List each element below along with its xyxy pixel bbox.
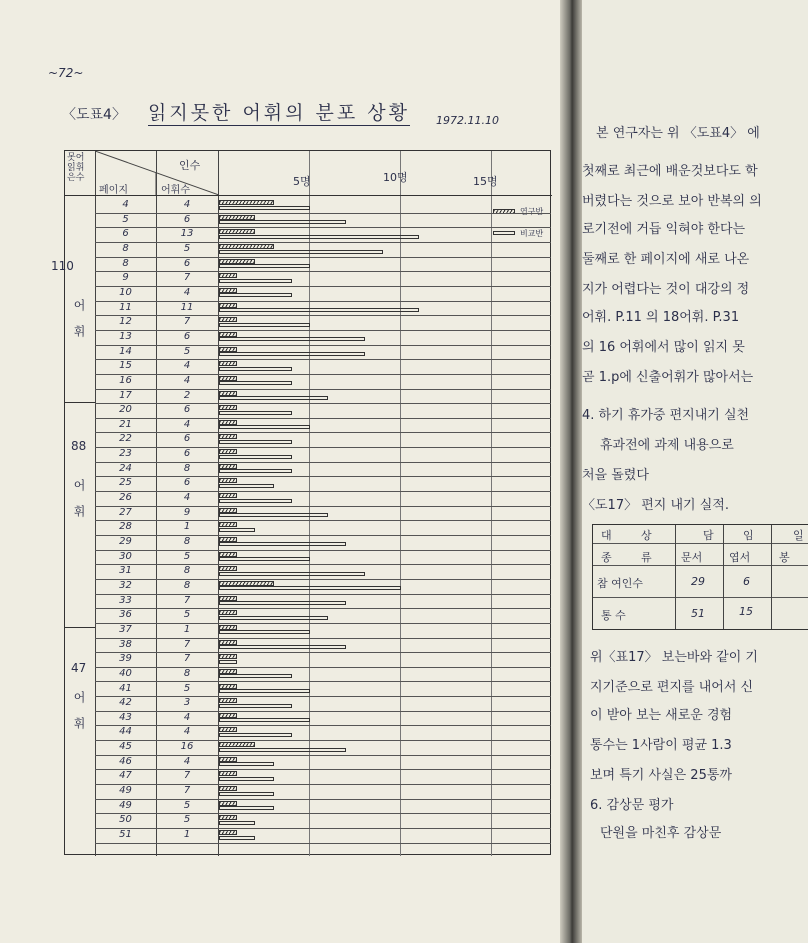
bar-research: [219, 742, 255, 747]
text-line: 위〈표17〉 보는바와 같이 기: [590, 650, 758, 665]
bar-research: [219, 698, 237, 703]
text-line: 본 연구자는 위 〈도표4〉 에: [596, 126, 760, 141]
bar-comparison: [219, 762, 274, 766]
page-cell: 33: [119, 594, 132, 606]
page-cell: 27: [119, 506, 132, 518]
bar-comparison: [219, 513, 328, 517]
th-day: 일: [793, 529, 804, 542]
bar-comparison: [219, 557, 310, 561]
page-cell: 49: [119, 799, 132, 811]
header-unread-count: 못어읽휘은수: [67, 153, 85, 183]
word-count-cell: 4: [183, 711, 191, 723]
word-count-cell: 6: [183, 257, 191, 269]
bar-research: [219, 537, 237, 542]
bar-research: [219, 625, 237, 630]
page-cell: 15: [119, 360, 132, 372]
word-count-cell: 4: [183, 418, 191, 430]
bar-comparison: [219, 674, 292, 678]
bar-research: [219, 596, 237, 601]
text-line: 4. 하기 휴가중 편지내기 실천: [582, 408, 750, 423]
bar-research: [219, 229, 255, 234]
text-line: 곧 1.p에 신출어휘가 많아서는: [582, 370, 754, 385]
bar-research: [219, 713, 237, 718]
group3-count: 47: [71, 661, 87, 675]
text-line: 어휘. P.11 의 18어휘. P.31: [582, 310, 740, 325]
th-target-b: 상: [641, 529, 652, 542]
letter-table: [592, 524, 808, 630]
word-count-cell: 8: [183, 462, 191, 474]
bar-research: [219, 244, 274, 249]
group2-count: 88: [71, 439, 87, 453]
bar-research: [219, 420, 237, 425]
bar-comparison: [219, 748, 346, 752]
bar-comparison: [219, 235, 419, 239]
bar-comparison: [219, 455, 292, 459]
bar-research: [219, 684, 237, 689]
bar-research: [219, 830, 237, 835]
bar-research: [219, 347, 237, 352]
bar-research: [219, 478, 237, 483]
bar-comparison: [219, 660, 237, 664]
bar-comparison: [219, 337, 365, 341]
table-label: 〈도표4〉: [62, 107, 126, 123]
word-count-cell: 5: [183, 609, 191, 621]
word-count-cell: 7: [183, 785, 191, 796]
page-cell: 49: [119, 785, 132, 796]
bar-comparison: [219, 792, 274, 796]
row-line: [593, 565, 808, 566]
page-cell: 6: [122, 228, 129, 240]
bar-research: [219, 405, 237, 410]
word-count-cell: 6: [183, 433, 191, 445]
bar-research: [219, 640, 237, 645]
page-cell: 43: [119, 711, 132, 723]
word-count-cell: 13: [180, 228, 194, 240]
bar-research: [219, 361, 237, 366]
bar-comparison: [219, 542, 346, 546]
bar-comparison: [219, 411, 292, 415]
table-date: 1972.11.10: [436, 114, 499, 127]
page-cell: 13: [119, 330, 132, 342]
header-persons: 인수: [179, 159, 201, 172]
header-page: 페이지: [99, 185, 128, 196]
bar-research: [219, 464, 237, 469]
col-line: [723, 525, 724, 629]
text-line: 둘째로 한 페이지에 새로 나온: [582, 252, 750, 267]
th-envelope: 봉: [779, 551, 790, 564]
page-cell: 47: [119, 770, 132, 782]
bar-comparison: [219, 469, 292, 473]
legend-research: 연구반: [520, 207, 544, 216]
header-word-count: 어휘수: [161, 185, 190, 196]
bar-comparison: [219, 279, 292, 283]
row-participants-label: 참 여인수: [597, 577, 644, 590]
page-cell: 11: [119, 301, 132, 313]
th-postcard: 엽서: [729, 551, 751, 564]
bar-research: [219, 727, 237, 732]
bar-comparison: [219, 645, 346, 649]
legend-comparison: 비교반: [520, 229, 544, 238]
col-line: [771, 525, 772, 629]
word-count-cell: 6: [183, 330, 191, 342]
page-cell: 8: [122, 243, 129, 254]
bar-comparison: [219, 689, 310, 693]
text-line: 단원을 마친후 감상문: [600, 826, 722, 841]
row-line: [95, 843, 551, 844]
row-count-postcard: 15: [739, 605, 753, 618]
word-count-cell: 4: [183, 360, 191, 372]
bar-comparison: [219, 440, 292, 444]
page-number: ~72~: [48, 66, 84, 80]
page-cell: 44: [119, 726, 132, 738]
th-type-a: 종: [601, 551, 612, 564]
row-participants-postcard: 6: [743, 575, 750, 588]
col-line: [675, 525, 676, 629]
page-cell: 50: [119, 814, 132, 826]
bar-research: [219, 522, 237, 527]
word-count-cell: 1: [183, 829, 191, 840]
text-line: 휴과전에 과제 내용으로: [600, 438, 734, 453]
word-count-cell: 5: [183, 799, 191, 811]
header-divider: [65, 195, 552, 196]
text-line: 첫째로 최근에 배운것보다도 학: [582, 164, 758, 179]
row-count-label: 통 수: [601, 609, 626, 622]
page-cell: 30: [119, 550, 132, 562]
text-line: 이 받아 보는 새로운 경험: [590, 708, 733, 723]
page-cell: 39: [119, 653, 132, 665]
bar-comparison: [219, 381, 292, 385]
th-teacher-b: 임: [743, 529, 754, 542]
bar-research: [219, 801, 237, 806]
bar-research: [219, 581, 274, 586]
bar-research: [219, 610, 237, 615]
book-gutter: [560, 0, 582, 943]
word-count-cell: 7: [183, 316, 191, 328]
row-line: [593, 597, 808, 598]
bar-research: [219, 303, 237, 308]
text-line: 〈도17〉 편지 내기 실적.: [582, 498, 729, 513]
group1-word: 어휘: [72, 299, 86, 351]
bar-research: [219, 391, 237, 396]
bar-comparison: [219, 308, 419, 312]
bar-comparison: [219, 528, 255, 532]
text-line: 지기준으로 편지를 내어서 신: [590, 680, 754, 695]
th-type-b: 류: [641, 551, 652, 564]
text-line: 통수는 1사람이 평균 1.3: [590, 738, 732, 753]
word-count-cell: 1: [183, 623, 191, 635]
word-count-cell: 5: [183, 682, 191, 694]
word-count-cell: 8: [183, 579, 191, 591]
bar-research: [219, 566, 237, 571]
page-cell: 29: [119, 535, 132, 547]
word-count-cell: 7: [183, 653, 191, 665]
th-target-a: 대: [601, 529, 612, 542]
bar-comparison: [219, 484, 274, 488]
bar-research: [219, 508, 237, 513]
word-count-cell: 8: [183, 565, 191, 577]
word-count-cell: 3: [183, 697, 191, 709]
text-line: 버렸다는 것으로 보아 반복의 의: [582, 194, 762, 209]
text-line: 6. 감상문 평가: [590, 798, 674, 813]
page-cell: 45: [119, 741, 132, 753]
bar-comparison: [219, 352, 365, 356]
word-count-cell: 5: [183, 814, 191, 826]
word-count-cell: 7: [183, 272, 191, 284]
bar-comparison: [219, 704, 292, 708]
word-count-cell: 6: [183, 477, 191, 489]
scale-label-5: 5명: [293, 175, 311, 188]
bar-comparison: [219, 733, 292, 737]
text-line: 보며 특기 사실은 25통까: [590, 768, 732, 783]
page-cell: 4: [122, 199, 129, 210]
bar-comparison: [219, 718, 310, 722]
bar-comparison: [219, 836, 255, 840]
bar-comparison: [219, 293, 292, 297]
word-count-cell: 6: [183, 213, 191, 225]
word-count-cell: 7: [183, 594, 191, 606]
group-divider: [65, 627, 95, 628]
row-participants-letter: 29: [691, 575, 705, 588]
bar-comparison: [219, 630, 310, 634]
page-cell: 51: [119, 829, 132, 840]
word-count-cell: 5: [183, 345, 191, 357]
bar-comparison: [219, 777, 274, 781]
page-cell: 17: [119, 389, 132, 401]
page-cell: 22: [119, 433, 132, 445]
group1-count: 110: [51, 259, 74, 273]
text-line: 로기전에 거듭 익혀야 한다는: [582, 222, 746, 237]
page-cell: 16: [119, 374, 132, 386]
th-letter: 문서: [681, 551, 703, 564]
bar-research: [219, 449, 237, 454]
word-count-cell: 4: [183, 286, 191, 298]
word-count-cell: 6: [183, 448, 191, 460]
page-cell: 23: [119, 448, 132, 460]
word-count-cell: 4: [183, 755, 191, 767]
word-count-cell: 11: [180, 301, 194, 313]
word-count-cell: 6: [183, 404, 191, 416]
distribution-table: [51, 150, 551, 855]
page-cell: 12: [119, 316, 132, 328]
page-cell: 46: [119, 755, 132, 767]
bar-research: [219, 273, 237, 278]
bar-research: [219, 215, 255, 220]
word-count-cell: 8: [183, 535, 191, 547]
word-count-cell: 8: [183, 667, 191, 679]
bar-comparison: [219, 206, 310, 210]
table-title: 읽지못한 어휘의 분포 상황: [148, 98, 410, 126]
page-cell: 41: [119, 682, 132, 694]
right-page: [582, 0, 808, 943]
page-cell: 10: [119, 286, 132, 298]
bar-research: [219, 786, 237, 791]
bar-research: [219, 317, 237, 322]
bar-research: [219, 757, 237, 762]
page-cell: 24: [119, 462, 132, 474]
bar-comparison: [219, 806, 274, 810]
word-count-cell: 5: [183, 550, 191, 562]
bar-comparison: [219, 264, 310, 268]
bar-research: [219, 493, 237, 498]
page-cell: 9: [122, 272, 129, 284]
word-count-cell: 1: [183, 521, 191, 533]
bar-research: [219, 376, 237, 381]
bar-research: [219, 552, 237, 557]
bar-comparison: [219, 220, 346, 224]
word-count-cell: 9: [183, 506, 191, 518]
page-cell: 8: [122, 257, 129, 269]
text-line: 지가 어렵다는 것이 대강의 정: [582, 282, 750, 297]
page-cell: 31: [119, 565, 132, 577]
bar-research: [219, 434, 237, 439]
bar-comparison: [219, 572, 365, 576]
bar-comparison: [219, 250, 383, 254]
row-line: [593, 543, 808, 544]
legend-swatch-comparison: [493, 231, 515, 235]
page-cell: 42: [119, 697, 132, 709]
group3-word: 어휘: [72, 691, 86, 743]
bar-comparison: [219, 425, 310, 429]
bar-comparison: [219, 367, 292, 371]
word-count-cell: 7: [183, 638, 191, 650]
page-cell: 14: [119, 345, 132, 357]
bar-research: [219, 815, 237, 820]
page-cell: 25: [119, 477, 132, 489]
page-cell: 20: [119, 404, 132, 416]
bar-research: [219, 200, 274, 205]
scale-label-10: 10명: [383, 171, 408, 184]
bar-research: [219, 332, 237, 337]
row-count-letter: 51: [691, 607, 705, 620]
word-count-cell: 4: [183, 492, 191, 503]
bar-comparison: [219, 499, 292, 503]
page-cell: 28: [119, 521, 132, 533]
scale-label-15: 15명: [473, 175, 498, 188]
bar-comparison: [219, 821, 255, 825]
bar-comparison: [219, 616, 328, 620]
word-count-cell: 16: [180, 741, 194, 753]
bar-research: [219, 771, 237, 776]
word-count-cell: 4: [183, 374, 191, 386]
bar-comparison: [219, 586, 401, 590]
page-cell: 32: [119, 579, 132, 591]
page-cell: 21: [119, 418, 132, 430]
page-cell: 36: [119, 609, 132, 621]
text-line: 의 16 어휘에서 많이 읽지 못: [582, 340, 745, 355]
text-line: 처을 돌렸다: [582, 468, 649, 483]
bar-research: [219, 259, 255, 264]
th-teacher-a: 담: [703, 529, 714, 542]
page-cell: 40: [119, 667, 132, 679]
word-count-cell: 4: [183, 726, 191, 738]
group-divider: [65, 402, 95, 403]
page-cell: 5: [122, 213, 129, 225]
bar-research: [219, 669, 237, 674]
bar-research: [219, 288, 237, 293]
word-count-cell: 2: [183, 389, 191, 401]
page-cell: 26: [119, 492, 132, 503]
word-count-cell: 4: [183, 199, 191, 210]
bar-research: [219, 654, 237, 659]
bar-comparison: [219, 323, 310, 327]
page-cell: 37: [119, 623, 132, 635]
word-count-cell: 7: [183, 770, 191, 782]
group2-word: 어휘: [72, 479, 86, 531]
page-cell: 38: [119, 638, 132, 650]
bar-comparison: [219, 396, 328, 400]
word-count-cell: 5: [183, 243, 191, 254]
bar-comparison: [219, 601, 346, 605]
